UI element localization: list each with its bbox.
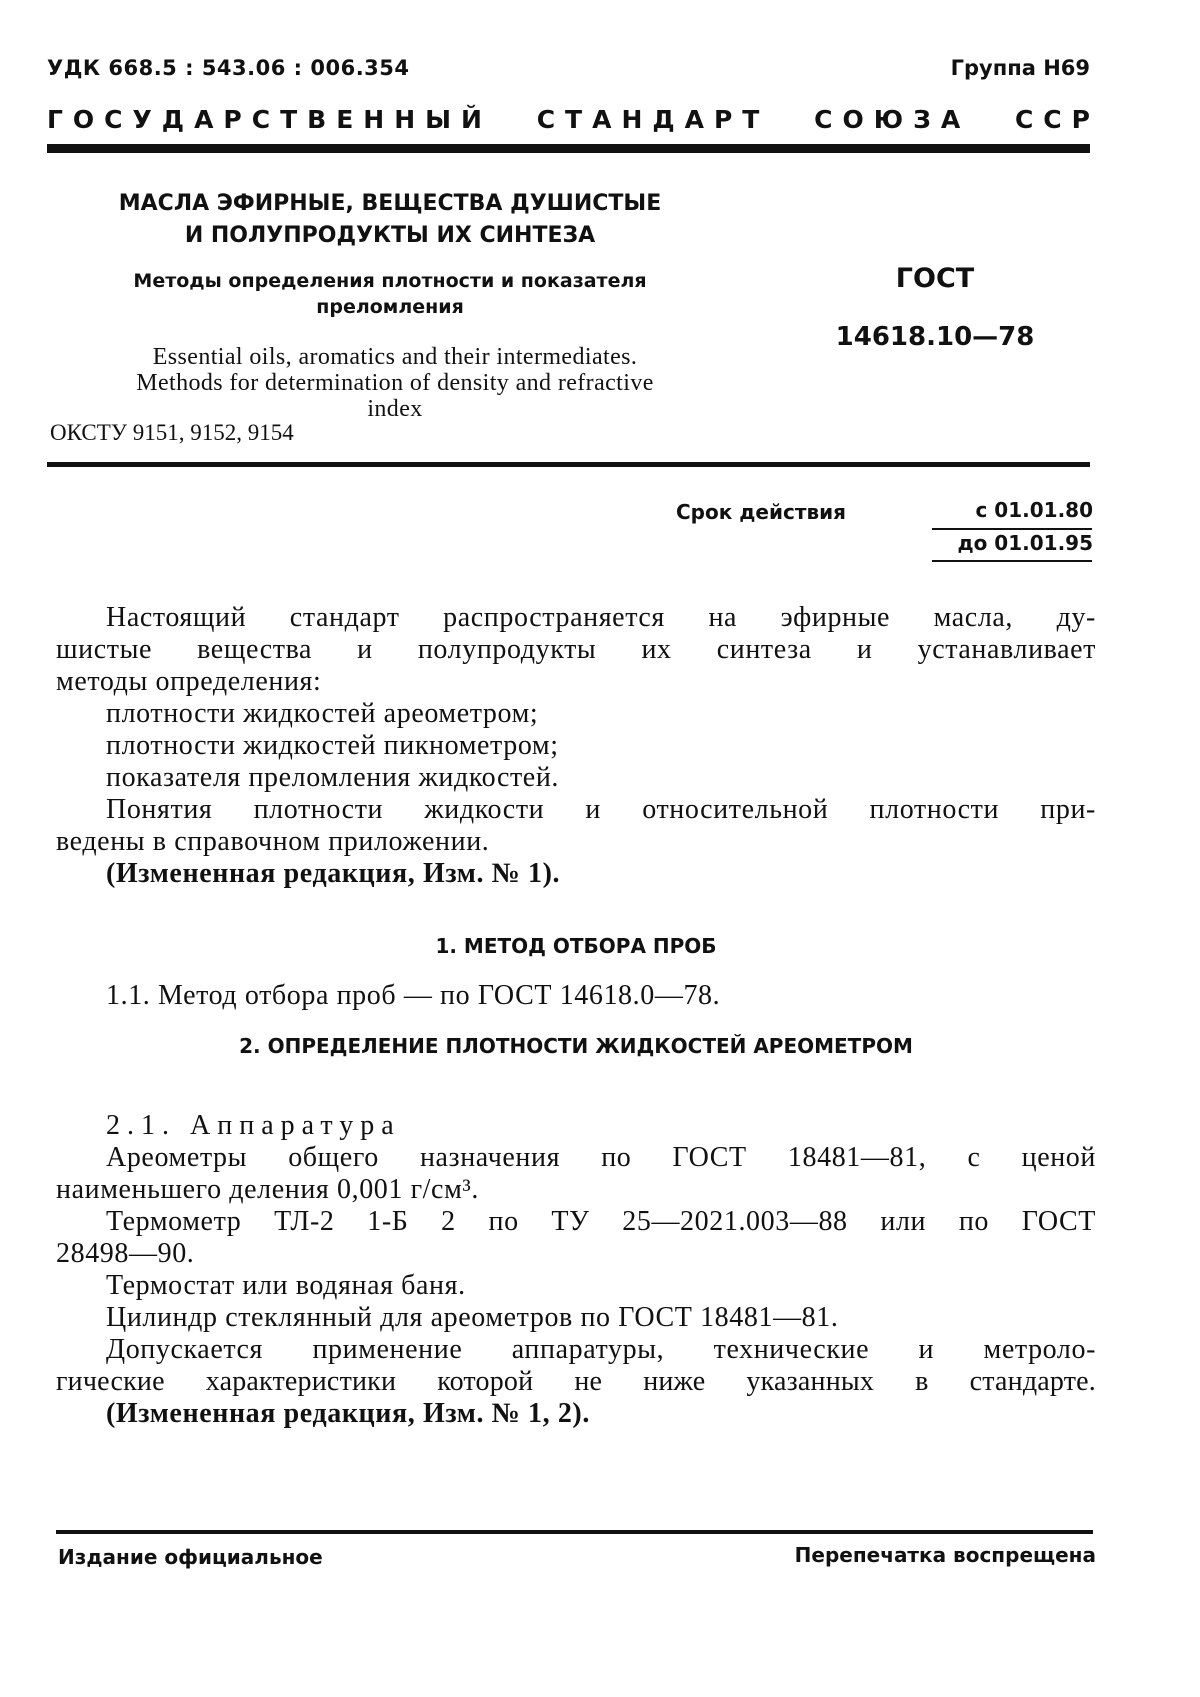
gost-label: ГОСТ: [895, 263, 975, 294]
apparatus-line: Допускается применение аппаратуры, технические и метроло-: [106, 1334, 1096, 1365]
validity-underline: [932, 560, 1092, 562]
method-item-2: плотности жидкостей пикнометром;: [106, 730, 559, 761]
intro-line: шистые вещества и полупродукты их синтеза и устанавливает: [56, 634, 1096, 665]
title-line-1: МАСЛА ЭФИРНЫЕ, ВЕЩЕСТВА ДУШИСТЫЕ: [118, 191, 662, 216]
section-2-text: [56, 1110, 1096, 1430]
validity-label: Срок действия: [676, 500, 846, 524]
group-code: Группа Н69: [950, 56, 1090, 80]
title-line-2: И ПОЛУПРОДУКТЫ ИХ СИНТЕЗА: [184, 223, 596, 248]
english-line-1: Essential oils, aromatics and their intermediates.: [152, 344, 638, 370]
apparatus-line: наименьшего деления 0,001 г/см³.: [56, 1174, 479, 1205]
section-1-item: 1.1. Метод отбора проб — по ГОСТ 14618.0—78.: [106, 980, 721, 1011]
validity-to: до 01.01.95: [957, 531, 1093, 555]
apparatus-line: Термометр ТЛ-2 1-Б 2 по ТУ 25—2021.003—88 или по ГОСТ: [106, 1206, 1096, 1237]
reprint-prohibited: Перепечатка воспрещена: [794, 1543, 1096, 1567]
intro-text: [56, 602, 1096, 890]
document-title: [80, 188, 700, 252]
document-subtitle: [80, 268, 700, 320]
apparatus-line: 28498—90.: [56, 1238, 195, 1269]
apparatus-line: гические характеристики которой не ниже указанных в стандарте.: [56, 1366, 1096, 1397]
validity-divider: [932, 528, 1092, 530]
title-rule: [47, 462, 1090, 467]
banner-word-2: СТАНДАРТ: [536, 105, 770, 134]
validity-from: с 01.01.80: [975, 498, 1093, 522]
gost-number: 14618.10—78: [835, 322, 1035, 352]
method-item-3: показателя преломления жидкостей.: [106, 762, 560, 793]
official-edition: Издание официальное: [58, 1545, 323, 1569]
banner-word-1: ГОСУДАРСТВЕННЫЙ: [47, 105, 492, 134]
intro-line: Понятия плотности жидкости и относительной плотности при-: [106, 794, 1096, 825]
intro-line: ведены в справочном приложении.: [56, 826, 490, 857]
amendment-note: (Измененная редакция, Изм. № 1, 2).: [106, 1398, 590, 1429]
apparatus-line: Цилиндр стеклянный для ареометров по ГОСТ 18481—81.: [106, 1302, 839, 1333]
english-line-2: Methods for determination of density and refractive: [136, 370, 654, 396]
english-line-3: index: [367, 396, 423, 422]
banner-word-3: СОЮЗА: [814, 105, 971, 134]
apparatus-heading: 2.1. Аппаратура: [106, 1110, 401, 1141]
footer-rule: [56, 1530, 1093, 1534]
section-2-heading: 2. ОПРЕДЕЛЕНИЕ ПЛОТНОСТИ ЖИДКОСТЕЙ АРЕОМЕТРОМ: [239, 1034, 913, 1058]
subtitle-line-1: Методы определения плотности и показателя: [133, 270, 647, 292]
amendment-note: (Измененная редакция, Изм. № 1).: [106, 858, 561, 889]
section-1-heading: 1. МЕТОД ОТБОРА ПРОБ: [435, 934, 717, 958]
banner-word-4: ССР: [1014, 105, 1100, 134]
apparatus-line: Термостат или водяная баня.: [106, 1270, 466, 1301]
intro-line: методы определения:: [56, 666, 322, 697]
method-item-1: плотности жидкостей ареометром;: [106, 698, 539, 729]
state-standard-banner: [47, 105, 1100, 134]
top-thick-rule: [47, 144, 1090, 153]
intro-line: Настоящий стандарт распространяется на эфирные масла, ду-: [106, 602, 1096, 633]
subtitle-line-2: преломления: [316, 296, 464, 318]
apparatus-line: Ареометры общего назначения по ГОСТ 18481—81, с ценой: [106, 1142, 1096, 1173]
udk-code: УДК 668.5 : 543.06 : 006.354: [47, 56, 410, 80]
english-title: [50, 344, 740, 422]
section-1-text: [56, 980, 1096, 1012]
okstu-codes: ОКСТУ 9151, 9152, 9154: [50, 420, 294, 445]
